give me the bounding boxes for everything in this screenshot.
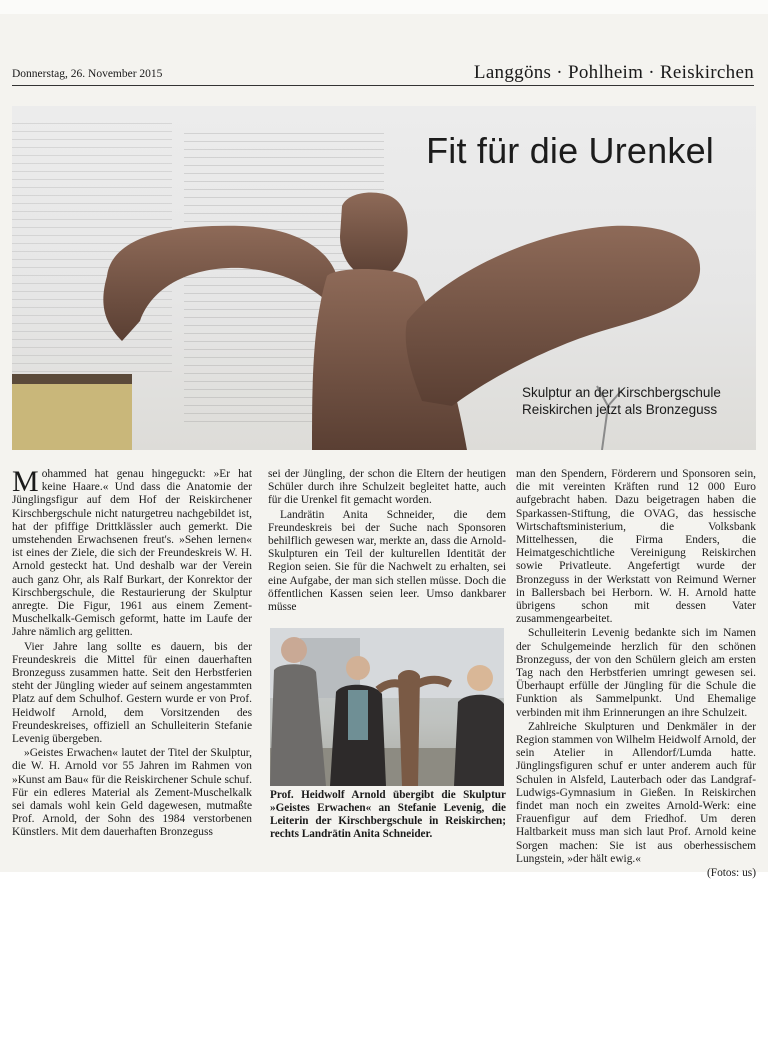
paragraph: Landrätin Anita Schneider, die dem Freundeskreis bei der Suche nach Sponsoren behilflich gewesen war, merkte an, dass die Arnold-Skulpturen ein Teil der kulturellen Identität der Region seien. Sie für die Nachwelt zu erhalten, sei eine Aufgabe, der man sich stellen müsse. Doch die öffentlichen Kassen seien leer. Umso dankbarer müsse xyxy=(268,508,506,614)
sculpture-photo xyxy=(12,106,756,450)
person-head xyxy=(281,637,307,663)
handover-photo-image xyxy=(270,628,504,786)
article-column-2 xyxy=(268,468,506,615)
handover-photo-caption: Prof. Heidwolf Arnold übergibt die Skulptur »Geistes Erwachen« an Stefanie Levenig, die Leiterin der Kirschbergschule in Reiskirchen; rechts Landrätin Anita Schneider. xyxy=(270,789,506,840)
handover-photo xyxy=(270,628,504,786)
sculpture-right-arm xyxy=(406,226,700,406)
section-region-title: Langgöns · Pohlheim · Reiskirchen xyxy=(473,62,754,83)
sculpture-left-arm xyxy=(103,226,337,341)
paragraph-text: ohammed hat genau hingeguckt: »Er hat keine Haare.« Und dass die Anatomie der Jünglingsfigur auf dem Hof der Reiskirchener Kirschbergschule nicht naturgetreu nachgebildet ist, hat der pfiffige Drittklässler auch gemerkt. Die umstehenden Erwachsenen freut's. »Sehen lernen« ist eines der Ziele, die sich der Freundeskreis W. H. Arnold gesteckt hat. Und deshalb war der Verein auch ganz Ohr, als Ralf Burkart, der Konrektor der Kirschbergschule, die Restaurierung der Skulptur anregte. Die Figur, 1961 aus einem Zement-Muschelkalk-Gemisch geformt, hatte im Laufe der Jahre nämlich arg gelitten. xyxy=(12,468,252,639)
paragraph: Vier Jahre lang sollte es dauern, bis der Freundeskreis die Mittel für einen dauerhaften Bronzeguss zusammen hatte. Seit den Herbstferien steht der Jüngling wieder auf seinem angestammten Platz auf dem Schulhof. Gestern wurde er von Prof. Heidwolf Arnold, dem Vorsitzenden des Freundeskreises, offiziell an Schulleiterin Stefanie Levenig übergeben. xyxy=(12,640,252,746)
issue-date: Donnerstag, 26. November 2015 xyxy=(12,68,163,80)
photo-caption xyxy=(522,384,752,418)
photo-caption-line: Reiskirchen jetzt als Bronzeguss xyxy=(522,402,718,417)
photo-caption-line: Skulptur an der Kirschbergschule xyxy=(522,385,721,400)
person-head xyxy=(346,656,370,680)
sculpture-head xyxy=(340,193,408,279)
person-head xyxy=(467,665,493,691)
building-wall xyxy=(12,374,132,450)
paragraph: man den Spendern, Förderern und Sponsoren sein, die mit vereinten Kräften rund 12 000 Euro aufgebracht haben. Dazu beigetragen haben die Sparkassen-Stiftung, die OVAG, das hessische Wirtschaftsministerium, die Volksbank Mittelhessen, die Firma Enders, die Heimatgeschichtliche Vereinigung Reiskirchen sowie Privatleute. Angefertigt wurde der Bronzeguss in der Werkstatt von Reimund Werner in Ballersbach bei Herborn. W. H. Arnold hatte übrigens schon mit dessen Vater zusammengearbeitet. xyxy=(516,468,756,626)
person-shirt xyxy=(348,690,368,740)
photo-credit: (Fotos: us) xyxy=(706,867,756,880)
headline: Fit für die Urenkel xyxy=(426,130,714,171)
paragraph: sei der Jüngling, der schon die Eltern der heutigen Schüler durch ihre Schulzeit begleitet hatte, auch für die Urenkel fit gemacht worden. xyxy=(268,468,506,507)
scan-top-margin xyxy=(0,0,768,14)
paragraph: »Geistes Erwachen« lautet der Titel der Skulptur, die W. H. Arnold vor 55 Jahren im Rahmen von »Kunst am Bau« für die Reiskirchener Schule schuf. Für ein edleres Material als Zement-Muschelkalk sei damals wohl kein Geld dagewesen, mutmaßte Prof. Arnold, der Sohn des 1984 verstorbenen Künstlers. Mit dem dauerhaften Bronzeguss xyxy=(12,747,252,839)
paragraph xyxy=(12,465,252,640)
article-column-1 xyxy=(12,465,252,841)
paragraph: Schulleiterin Levenig bedankte sich im Namen der Schulgemeinde herzlich für den schönen Bronzeguss, der von den Schülern gleich am ersten Tag nach den Herbstferien umringt gewesen sei. Überhaupt erfülle der Jüngling für die Schule die Funktion als Sammelpunkt. Und Ehemalige verbinden mit ihm Erinnerungen an ihre Schulzeit. xyxy=(516,627,756,719)
article-column-3 xyxy=(516,468,756,881)
building-roof xyxy=(12,374,132,384)
person-body xyxy=(454,695,504,786)
drop-cap: M xyxy=(12,465,39,498)
paragraph: Zahlreiche Skulpturen und Denkmäler in der Region stammen von Wilhelm Heidwolf Arnold, der sein Atelier in Allendorf/Lumda hatte. Jünglingsfiguren schuf er unter anderem auch für Schulen in Alsfeld, Lauterbach oder das Landgraf-Ludwigs-Gymnasium in Gießen. In Reiskirchen findet man noch ein zweites Arnold-Werk: eine Frauenfigur auf dem Friedhof. Um deren Haltbarkeit muss man sich laut Prof. Arnold keine Sorgen machen: Sie ist aus oberhessischem Lungstein, »der hält ewig.« xyxy=(516,720,756,865)
header-rule xyxy=(12,85,754,86)
